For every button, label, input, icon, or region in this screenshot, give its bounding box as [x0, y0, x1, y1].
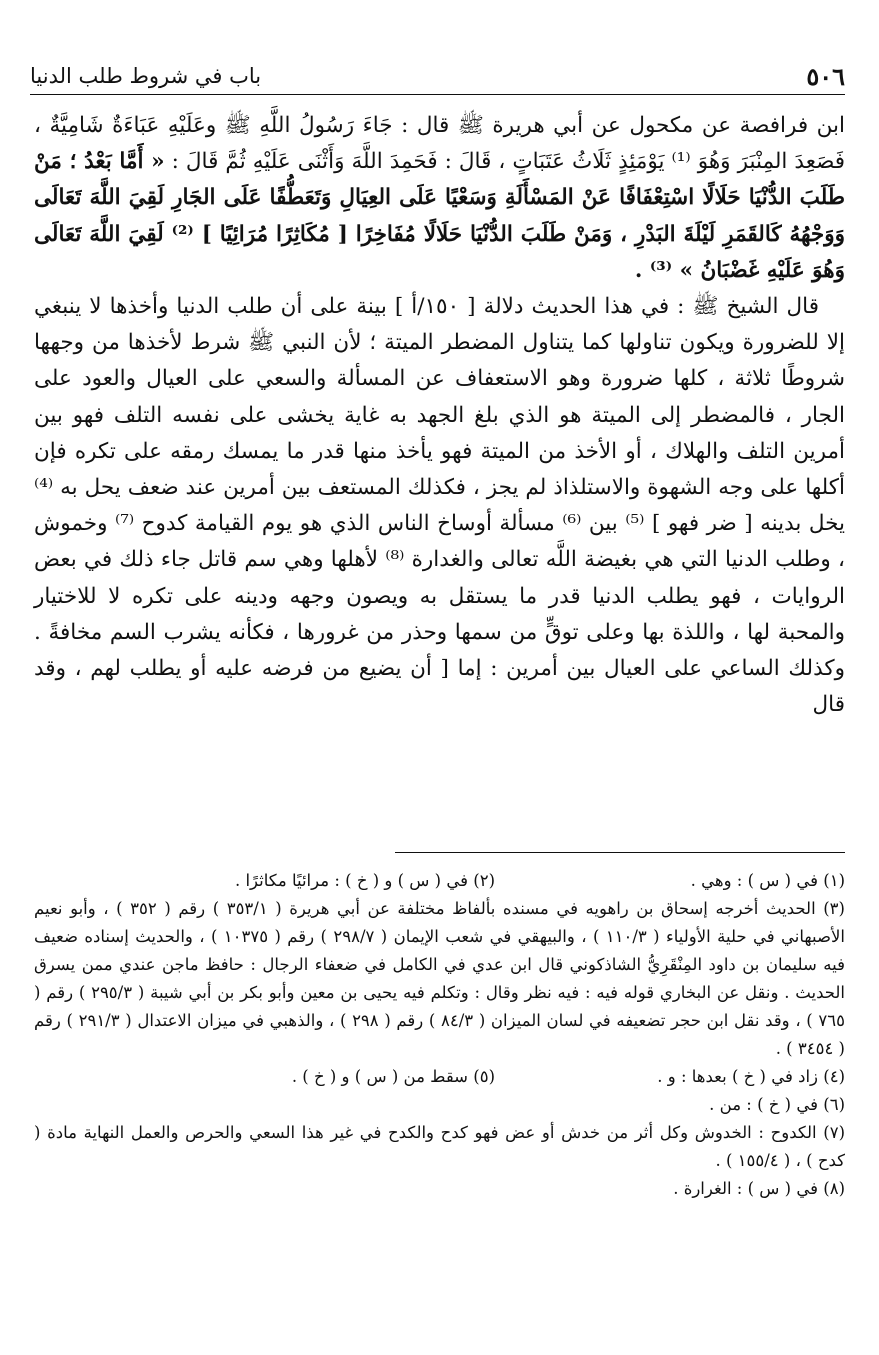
footnote-6: (٦) في ( خ ) : من . [709, 1095, 845, 1114]
main-text [34, 108, 845, 723]
footnote-row [34, 867, 845, 895]
footnote-8: (٨) في ( س ) : الغرارة . [673, 1179, 845, 1198]
footnote-divider [395, 852, 845, 853]
footnote-5: (٥) سقط من ( س ) و ( خ ) . [291, 1067, 495, 1086]
footnote-1: (١) في ( س ) : وهي . [690, 871, 845, 890]
page-number: ٥٠٦ [806, 61, 845, 91]
hadith-chain: ابن فرافصة عن مكحول عن أبي هريرة ﷺ قال : جَاءَ رَسُولُ اللَّهِ ﷺ وعَلَيْهِ عَبَاءَةٌ شَامِيَّةٌ ، فَصَعِدَ المِنْبَرَ وَهُوَ ⁽¹⁾ يَوْمَئِذٍ ثَلَاثُ عَتَبَاتٍ ، قَالَ : فَحَمِدَ اللَّهَ وَأَثْنَى عَلَيْهِ ثُمَّ قَالَ : [34, 113, 846, 175]
footnote-4: (٤) زاد في ( خ ) بعدها : و . [657, 1067, 845, 1086]
footnote-3: (٣) الحديث أخرجه إسحاق بن راهويه في مسنده بألفاظ مختلفة عن أبي هريرة ( ٣٥٣/١ ) رقم ( ٣٥٢ ) ، وأبو نعيم الأصبهاني في حلية الأولياء ( ١١٠/٣ ) ، والبيهقي في شعب الإيمان ( ٢٩٨/٧ ) رقم ( ١٠٣٧٥ ) ، والحديث إسناده ضعيف فيه سليمان بن داود المِنْقَرِيُّ الشاذكوني قال ابن عدي في الكامل في ضعفاء الرجال : حافظ ماجن عندي ممن يسرق الحديث . ونقل عن البخاري قوله فيه : فيه نظر وقال : وتكلم فيه يحيى بن معين وأبو بكر بن أبي شيبة ( ٢٩٥/٣ ) رقم ( ٧٦٥ ) ، وقد نقل ابن حجر تضعيفه في لسان الميزان ( ٨٤/٣ ) رقم ( ٢٩٨ ) ، والذهبي في ميزان الاعتدال ( ٢٩١/٣ ) رقم ( ٣٤٥٤ ) . [34, 899, 845, 1058]
paragraph-commentary: قال الشيخ ﷺ : في هذا الحديث دلالة [ ١٥٠/أ ] بينة على أن طلب الدنيا وأخذها لا ينبغي إلا للضرورة ويكون تناولها كما يتناول المضطر الميتة ؛ لأن النبي ﷺ شرط لأخذها من وجهها شروطًا ثلاثة ، كلها ضرورة وهو الاستعفاف عن المسألة والسعي على العيال والعود على الجار ، فالمضطر إلى الميتة هو الذي بلغ الجهد به غاية يخشى على نفسه التلف فهو بين أمرين التلف والهلاك ، أو الأخذ من الميتة فهو يأخذ منها قدر ما يمسك رمقه على تكره فإن أكلها على وجه الشهوة والاستلذاذ لم يجز ، فكذلك المستعف بين أمرين عند ضعف يحل به ⁽⁴⁾ يخل بدينه [ ضر فهو ] ⁽⁵⁾ بين ⁽⁶⁾ مسألة أوساخ الناس الذي هو يوم القيامة كدوح ⁽⁷⁾ وخموش ، وطلب الدنيا التي هي بغيضة اللَّه تعالى والغدارة ⁽⁸⁾ لأهلها وهي سم قاتل جاء ذلك في بعض الروايات ، فهو يطلب الدنيا قدر ما يستقل به ويصون وجهه ودينه على تكره لا للاختيار والمحبة لها ، واللذة بها وعلى توقٍّ من سمها وحذر من غرورها ، فكأنه يشرب السم مخافةً . وكذلك الساعي على العيال بين أمرين : إما [ أن يضيع من فرضه عليه أو يطلب لهم ، وقد قال [34, 294, 845, 718]
footnotes [34, 867, 845, 1203]
page-header [30, 58, 845, 95]
running-title: باب في شروط طلب الدنيا [30, 64, 262, 88]
paragraph-hadith [34, 108, 845, 289]
footnote-2: (٢) في ( س ) و ( خ ) : مرائيًا مكاثرًا . [234, 871, 495, 890]
hadith-quote: « أَمَّا بَعْدُ ؛ مَنْ طَلَبَ الدُّنْيَا حَلَالًا اسْتِعْفَافًا عَنْ المَسْأَلَةِ وَسَعْيًا عَلَى العِيَالِ وَتَعَطُّفًا عَلَى الجَارِ لَقِيَ اللَّهَ تَعَالَى وَوَجْهُهُ كَالقَمَرِ لَيْلَةَ البَدْرِ ، وَمَنْ طَلَبَ الدُّنْيَا حَلَالًا مُفَاخِرًا [ مُكَاثِرًا مُرَائِيًا ] ⁽²⁾ لَقِيَ اللَّهَ تَعَالَى وَهُوَ عَلَيْهِ غَضْبَانُ » ⁽³⁾ . [34, 149, 845, 283]
footnote-7: (٧) الكدوح : الخدوش وكل أثر من خدش أو عض فهو كدح والكدح في غير هذا السعي والحرص والعمل النهاية مادة ( كدح ) ، ( ١٥٥/٤ ) . [34, 1123, 845, 1170]
footnote-row [34, 1063, 845, 1091]
